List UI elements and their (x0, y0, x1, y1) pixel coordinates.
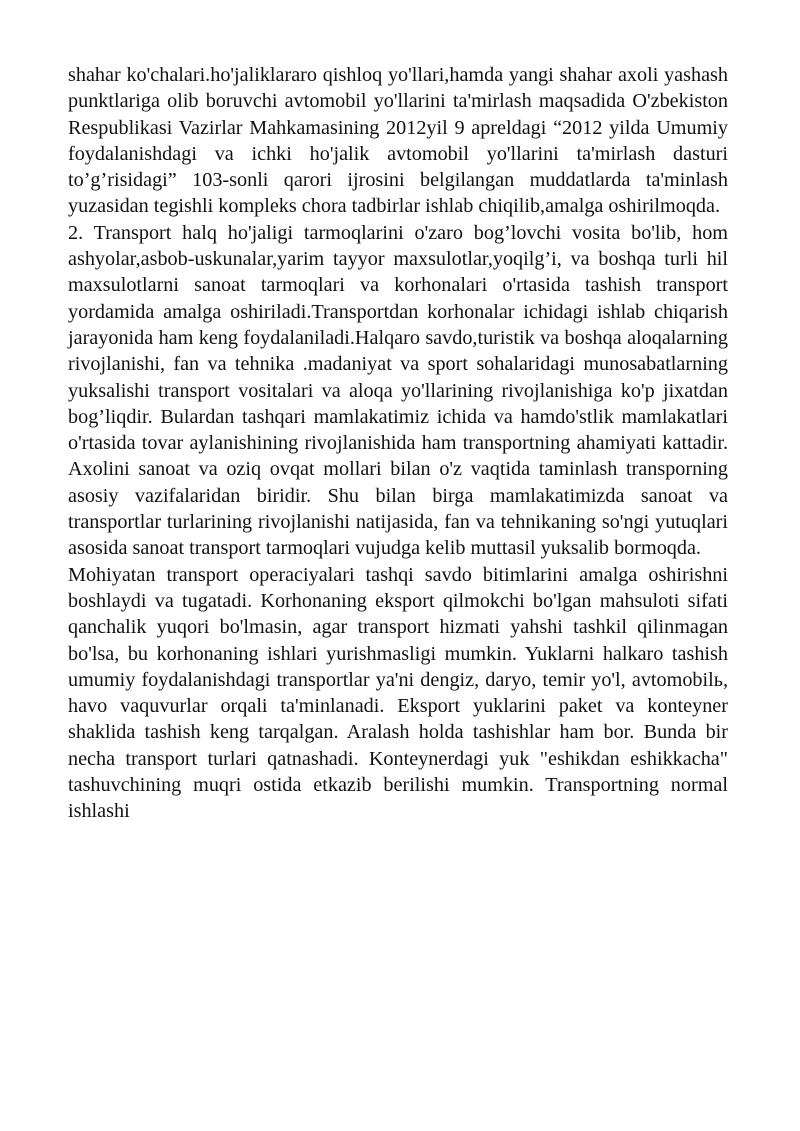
paragraph-road-repair: shahar ko'chalari.ho'jaliklararo qishloq yo'llari,hamda yangi shahar axoli yashash punktlariga olib boruvchi avtomobil yo'llarini ta'mirlash maqsadida O'zbekiston Respublikasi Vazirlar Mahkamasining 2012yil 9 apreldagi “2012 yilda Umumiy foydalanishdagi va ichki ho'jalik avtomobil yo'llarini ta'mirlash dasturi to’g’risidagi” 103-sonli qarori ijrosini belgilangan muddatlarda ta'minlash yuzasidan tegishli kompleks chora tadbirlar ishlab chiqilib,amalga oshirilmoqda. (68, 64, 728, 218)
paragraph-transport-role: 2. Transport halq ho'jaligi tarmoqlarini o'zaro bog’lovchi vosita bo'lib, hom ashyolar,asbob-uskunalar,yarim tayyor maxsulotlar,yoqilg’i, va boshqa turli hil maxsulotlarni sanoat tarmoqlari va korhonalari o'rtasida tashish transport yordamida amalga oshiriladi.Transportdan korhonalar ichidagi ishlab chiqarish jarayonida ham keng foydalaniladi.Halqaro savdo,turistik va boshqa aloqalarning rivojlanishi, fan va tehnika .madaniyat va sport sohalaridagi munosabatlarning yuksalishi transport vositalari va aloqa yo'llarining rivojlanishiga ko'p jixatdan bog’liqdir. Bulardan tashqari mamlakatimiz ichida va hamdo'stlik mamlakatlari o'rtasida tovar aylanishining rivojlanishida ham transportning ahamiyati kattadir. Axolini sanoat va oziq ovqat mollari bilan o'z vaqtida taminlash transporning asosiy vazifalaridan biridir. Shu bilan birga mamlakatimizda sanoat va transportlar turlarining rivojlanishi natijasida, fan va tehnikaning so'ngi yutuqlari asosida sanoat transport tarmoqlari vujudga kelib muttasil yuksalib bormoqda. (68, 221, 728, 560)
paragraph-transport-operations: Mohiyatan transport operaciyalari tashqi savdo bitimlarini amalga oshirishni boshlaydi va tugatadi. Korhonaning eksport qilmokchi bo'lgan mahsuloti sifati qanchalik yuqori bo'lmasin, agar transport hizmati yahshi tashkil qilinmagan bo'lsa, bu korhonaning ishlari yurishmasligi mumkin. Yuklarni halkaro tashish umumiy foydalanishdagi transportlar ya'ni dengiz, daryo, temir yo'l, avtomobilь, havo vaquvurlar orqali ta'minlanadi. Eksport yuklarini paket va konteyner shaklida tashish keng tarqalgan. Aralash holda tashishlar ham bor. Bunda bir necha transport turlari qatnashadi. Konteynerdagi yuk "eshikdan eshikkacha" tashuvchining muqri ostida etkazib berilishi mumkin. Transportning normal ishlashi (68, 563, 728, 823)
